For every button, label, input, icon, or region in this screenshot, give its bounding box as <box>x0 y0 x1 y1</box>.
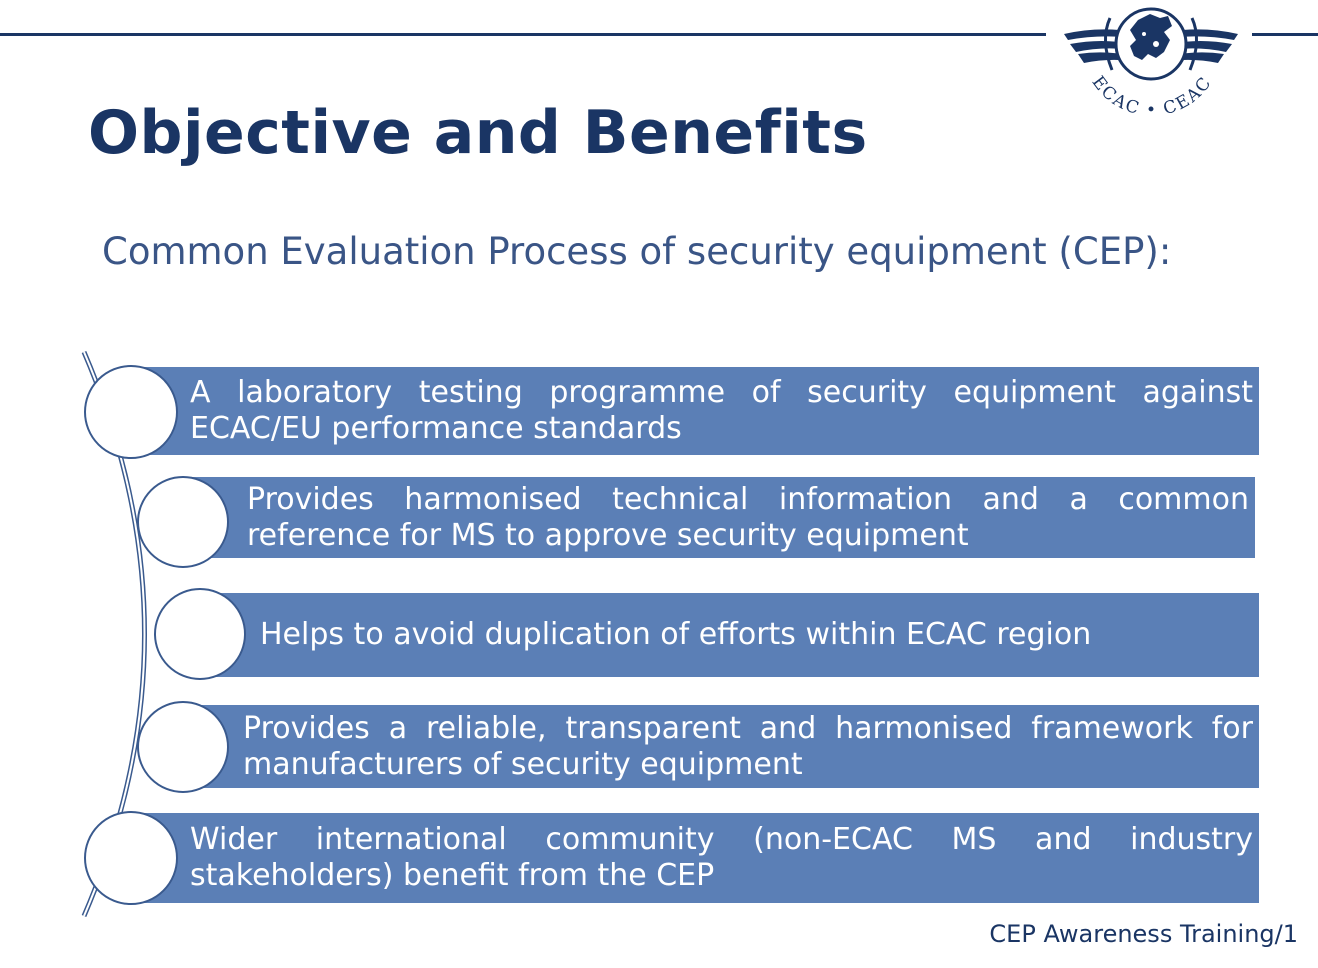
benefit-text-2: Provides harmonised technical information and a common reference for MS to approve security equipment <box>247 481 1249 553</box>
benefit-bullet-1 <box>84 365 178 459</box>
header-rule-left <box>0 33 1046 36</box>
benefit-bullet-5 <box>84 811 178 905</box>
benefit-bullet-4 <box>137 701 229 793</box>
benefit-text-1: A laboratory testing programme of security equipment against ECAC/EU performance standards <box>190 375 1253 446</box>
benefit-bar-4 <box>183 705 1259 788</box>
logo-text: ECAC • CEAC <box>1087 72 1217 121</box>
benefit-bar-5 <box>130 813 1259 903</box>
intro-text: Common Evaluation Process of security equipment (CEP): <box>102 230 1172 273</box>
page-title: Objective and Benefits <box>88 98 868 168</box>
benefit-bullet-3 <box>154 588 246 680</box>
benefit-text-4: Provides a reliable, transparent and harmonised framework for manufacturers of security equipment <box>243 710 1253 782</box>
header-rule-right <box>1252 33 1318 36</box>
benefit-text-3: Helps to avoid duplication of efforts within ECAC region <box>260 617 1092 652</box>
benefit-bar-3 <box>200 593 1259 677</box>
benefit-bar-1 <box>132 367 1259 455</box>
benefit-bar-2 <box>183 477 1255 558</box>
benefit-bullet-2 <box>137 476 229 568</box>
benefit-text-5: Wider international community (non-ECAC MS and industry stakeholders) benefit from the CEP <box>190 822 1253 893</box>
footer-label: CEP Awareness Training/1 <box>989 920 1298 948</box>
ecac-logo-icon <box>1060 0 1242 130</box>
